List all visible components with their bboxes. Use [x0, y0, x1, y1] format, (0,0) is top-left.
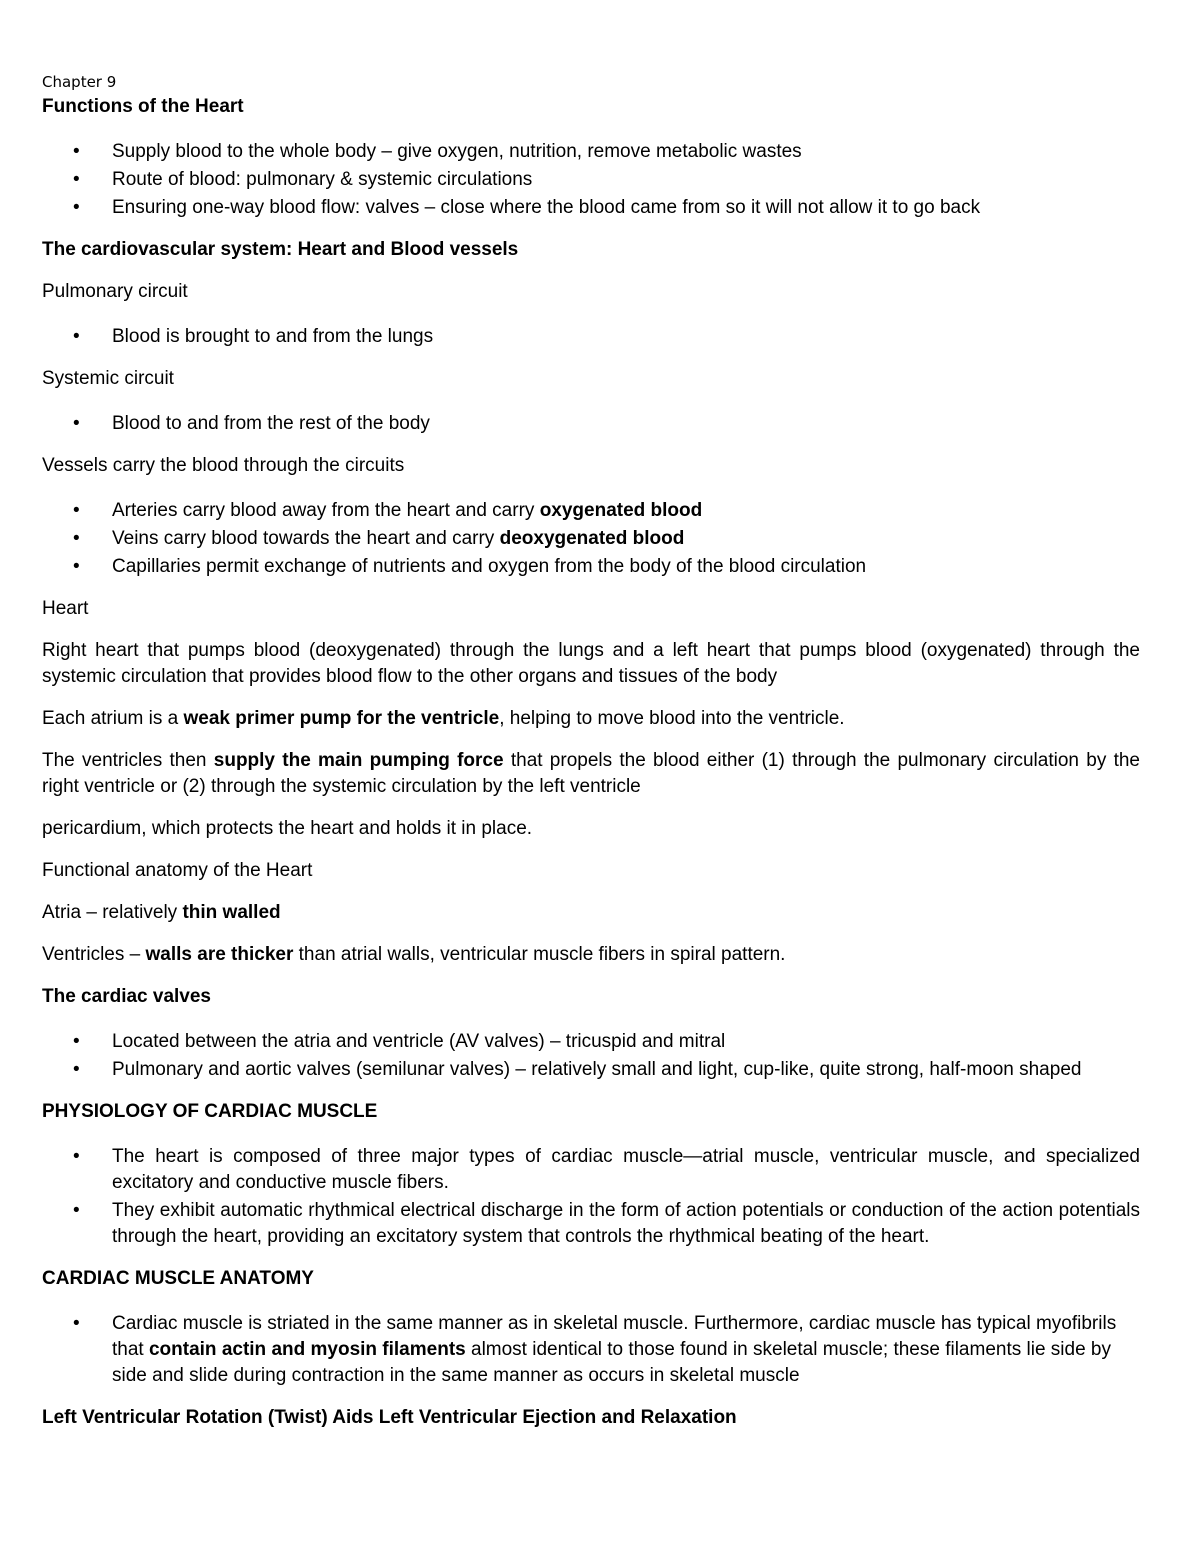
functions-list [42, 139, 1140, 221]
list-item: • Supply blood to the whole body – give oxygen, nutrition, remove metabolic wastes [42, 139, 1140, 165]
systemic-list [42, 411, 1140, 437]
list-item: • They exhibit automatic rhythmical electrical discharge in the form of action potentials or conduction of the action potentials through the heart, providing an excitatory system that controls the rhythmical beating of the heart. [42, 1198, 1140, 1250]
muscle-anatomy-text-end: almost identical to those found in skeletal muscle; these filaments lie side by side and slide during contraction in the same manner as occurs in skeletal muscle [112, 1339, 1111, 1386]
list-item: • Capillaries permit exchange of nutrients and oxygen from the body of the blood circulation [42, 554, 1140, 580]
list-item: • Blood is brought to and from the lungs [42, 324, 1140, 350]
atrium-bold: weak primer pump for the ventricle [183, 708, 500, 729]
pulmonary-circuit-label: Pulmonary circuit [42, 281, 188, 302]
ventricles-text-end: that propels the blood either (1) through the pulmonary circulation by the right ventricle or (2) through the systemic circulation by the left ventricle [42, 750, 1140, 797]
ventricles-paragraph [42, 748, 1140, 800]
chapter-label: Chapter 9 [42, 73, 117, 91]
list-item: • The heart is composed of three major types of cardiac muscle—atrial muscle, ventricular muscle, and specialized excitatory and conductive muscle fibers. [42, 1144, 1140, 1196]
heading-functions-of-heart: Functions of the Heart [42, 96, 244, 117]
heart-paragraph: Right heart that pumps blood (deoxygenated) through the lungs and a left heart that pumps blood (oxygenated) through the systemic circulation that provides blood flow to the other organs and tissues of the body [42, 640, 1140, 687]
functional-anatomy-label: Functional anatomy of the Heart [42, 860, 313, 881]
list-item: • Located between the atria and ventricle (AV valves) – tricuspid and mitral [42, 1029, 1140, 1055]
pulmonary-list [42, 324, 1140, 350]
muscle-anatomy-text: Cardiac muscle is striated in the same manner as in skeletal muscle. Furthermore, cardiac muscle has typical myofibrils that [112, 1313, 1117, 1360]
list-item [42, 498, 1140, 524]
ventricles-walls-text-end: than atrial walls, ventricular muscle fibers in spiral pattern. [293, 944, 786, 965]
atria-paragraph [42, 900, 1140, 926]
list-item: • Blood to and from the rest of the body [42, 411, 1140, 437]
atrium-paragraph [42, 706, 1140, 732]
atria-text: Atria – relatively [42, 902, 183, 923]
atrium-text-end: , helping to move blood into the ventricle. [499, 708, 845, 729]
pericardium-paragraph: pericardium, which protects the heart and holds it in place. [42, 818, 533, 839]
list-item [42, 1311, 1140, 1389]
arteries-bold: oxygenated blood [539, 500, 703, 521]
atrium-text: Each atrium is a [42, 708, 184, 729]
ventricles-walls-bold: walls are thicker [145, 944, 294, 965]
list-item: • Ensuring one-way blood flow: valves – close where the blood came from so it will not allow it to go back [42, 195, 1140, 221]
muscle-anatomy-bold: contain actin and myosin filaments [148, 1339, 466, 1360]
valves-list [42, 1029, 1140, 1083]
veins-text: Veins carry blood towards the heart and carry [112, 528, 500, 549]
heading-cardiovascular-system: The cardiovascular system: Heart and Blood vessels [42, 239, 519, 260]
physiology-list [42, 1144, 1140, 1250]
heading-left-ventricular-rotation: Left Ventricular Rotation (Twist) Aids Left Ventricular Ejection and Relaxation [42, 1407, 737, 1428]
atria-bold: thin walled [182, 902, 281, 923]
ventricles-walls-text: Ventricles – [42, 944, 146, 965]
veins-bold: deoxygenated blood [499, 528, 685, 549]
heading-cardiac-valves: The cardiac valves [42, 986, 211, 1007]
list-item [42, 526, 1140, 552]
list-item: • Route of blood: pulmonary & systemic circulations [42, 167, 1140, 193]
systemic-circuit-label: Systemic circuit [42, 368, 174, 389]
heart-label: Heart [42, 598, 89, 619]
list-item: • Pulmonary and aortic valves (semilunar valves) – relatively small and light, cup-like, quite strong, half-moon shaped [42, 1057, 1140, 1083]
heading-cardiac-muscle-anatomy: CARDIAC MUSCLE ANATOMY [42, 1268, 314, 1289]
muscle-anatomy-list [42, 1311, 1140, 1389]
vessels-label: Vessels carry the blood through the circuits [42, 455, 405, 476]
heading-physiology: PHYSIOLOGY OF CARDIAC MUSCLE [42, 1101, 378, 1122]
arteries-text: Arteries carry blood away from the heart and carry [112, 500, 540, 521]
ventricles-text: The ventricles then [42, 750, 214, 771]
ventricles-walls-paragraph [42, 942, 1140, 968]
ventricles-bold: supply the main pumping force [213, 750, 504, 771]
vessels-list [42, 498, 1140, 580]
